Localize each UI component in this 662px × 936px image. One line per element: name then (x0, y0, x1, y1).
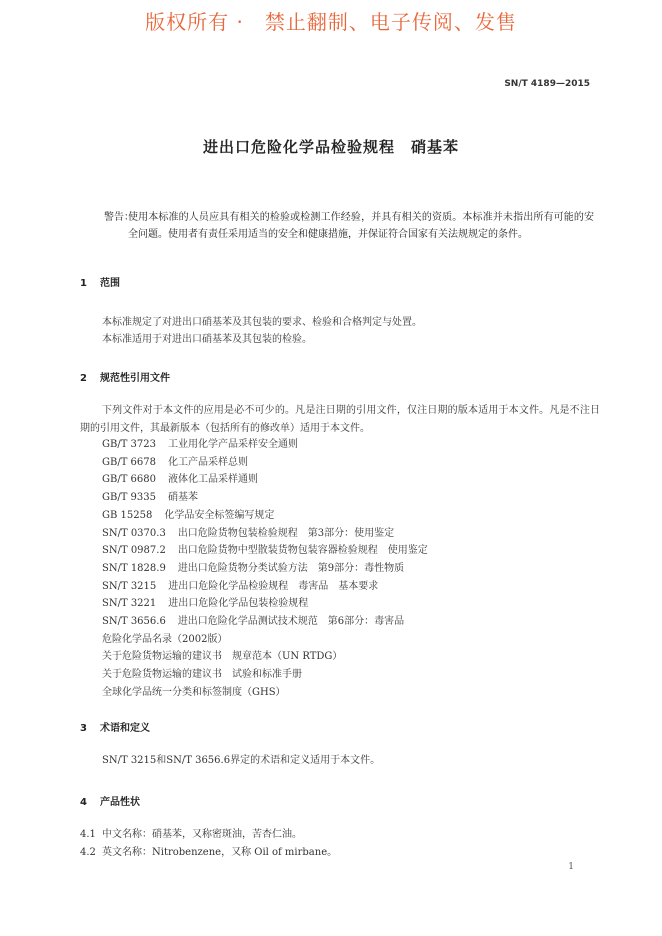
reference-title: 进出口危险化学品包装检验规程 (168, 598, 309, 610)
item-number: 4.1 (80, 829, 96, 840)
page-number: 1 (568, 862, 574, 872)
section-title: 范围 (100, 278, 120, 289)
section-number: 3 (80, 723, 87, 734)
item-4-1 (80, 825, 302, 840)
section-title: 产品性状 (100, 797, 140, 808)
reference-item (102, 542, 428, 560)
reference-code: SN/T 3215 (102, 580, 157, 592)
reference-item (102, 684, 428, 702)
reference-item (102, 489, 428, 507)
reference-title: 进出口危险化学品检验规程 毒害品 基本要求 (168, 580, 379, 592)
reference-code: GB/T 6680 (102, 474, 157, 486)
item-text: 英文名称：Nitrobenzene，又称 Oil of mirbane。 (102, 847, 338, 858)
reference-item (102, 595, 428, 613)
reference-title: 液体化工品采样通则 (168, 474, 259, 486)
reference-item (102, 578, 428, 596)
warning-block (104, 209, 594, 243)
reference-title: 化工产品采样总则 (168, 456, 249, 468)
reference-item (102, 648, 428, 666)
warning-label: 警告： (104, 212, 134, 223)
section-4-heading (80, 793, 140, 808)
reference-list (102, 436, 428, 702)
standard-code: SN/T 4189—2015 (504, 79, 590, 89)
reference-title: 进出口危险货物分类试验方法 第9部分：毒性物质 (177, 562, 405, 574)
reference-title: 工业用化学产品采样安全通则 (168, 439, 299, 450)
item-text: 中文名称：硝基苯，又称密斑油，苦杏仁油。 (102, 829, 302, 840)
reference-title: 关于危险货物运输的建议书 规章范本（UN RTDG） (102, 651, 343, 663)
reference-item (102, 507, 428, 525)
reference-code: SN/T 0370.3 (102, 527, 166, 539)
reference-title: 出口危险货物包装检验规程 第3部分：使用鉴定 (177, 527, 395, 539)
section-1-paragraph-2: 本标准适用于对进出口硝基苯及其包装的检验。 (102, 334, 312, 345)
reference-item (102, 631, 428, 649)
reference-title: 全球化学品统一分类和标签制度（GHS） (102, 686, 286, 698)
section-number: 2 (80, 373, 87, 384)
reference-title: 关于危险货物运输的建议书 试验和标准手册 (102, 669, 302, 681)
item-number: 4.2 (80, 847, 96, 858)
reference-code: GB/T 6678 (102, 456, 157, 468)
reference-code: SN/T 1828.9 (102, 562, 166, 574)
reference-title: 危险化学品名录（2002版） (102, 633, 228, 645)
reference-item (102, 560, 428, 578)
section-2-heading (80, 369, 170, 384)
reference-item (102, 436, 428, 454)
reference-code: GB/T 3723 (102, 439, 157, 450)
reference-code: SN/T 3221 (102, 598, 157, 610)
section-3-heading (80, 719, 150, 734)
reference-item (102, 471, 428, 489)
document-title: 进出口危险化学品检验规程 硝基苯 (202, 138, 459, 156)
section-2-intro: 下列文件对于本文件的应用是必不可少的。凡是注日期的引用文件，仅注日期的版本适用于本文件。凡是不注日期的引用文件，其最新版本（包括所有的修改单）适用于本文件。 (80, 405, 600, 434)
reference-item (102, 525, 428, 543)
reference-item (102, 454, 428, 472)
warning-text: 使用本标准的人员应具有相关的检验或检测工作经验，并具有相关的资质。本标准并未指出所有可能的安全问题。使用者有责任采用适当的安全和健康措施，并保证符合国家有关法规规定的条件。 (128, 212, 594, 240)
reference-code: GB 15258 (102, 509, 153, 521)
section-3-text: SN/T 3215和SN/T 3656.6界定的术语和定义适用于本文件。 (102, 755, 381, 766)
section-number: 1 (80, 278, 87, 289)
section-1-heading (80, 274, 120, 289)
reference-code: GB/T 9335 (102, 492, 157, 504)
reference-item (102, 613, 428, 631)
section-title: 术语和定义 (100, 723, 150, 734)
reference-item (102, 666, 428, 684)
reference-code: SN/T 0987.2 (102, 545, 166, 557)
copyright-banner: 版权所有 · 禁止翻制、电子传阅、发售 (145, 10, 517, 34)
reference-title: 化学品安全标签编写规定 (164, 509, 275, 521)
item-4-2 (80, 843, 337, 858)
reference-title: 出口危险货物中型散装货物包装容器检验规程 使用鉴定 (177, 545, 428, 557)
section-title: 规范性引用文件 (100, 373, 170, 384)
reference-title: 硝基苯 (168, 492, 199, 504)
reference-code: SN/T 3656.6 (102, 616, 166, 628)
section-number: 4 (80, 797, 87, 808)
section-1-paragraph-1: 本标准规定了对进出口硝基苯及其包装的要求、检验和合格判定与处置。 (102, 317, 422, 328)
reference-title: 进出口危险化学品测试技术规范 第6部分：毒害品 (177, 616, 405, 628)
